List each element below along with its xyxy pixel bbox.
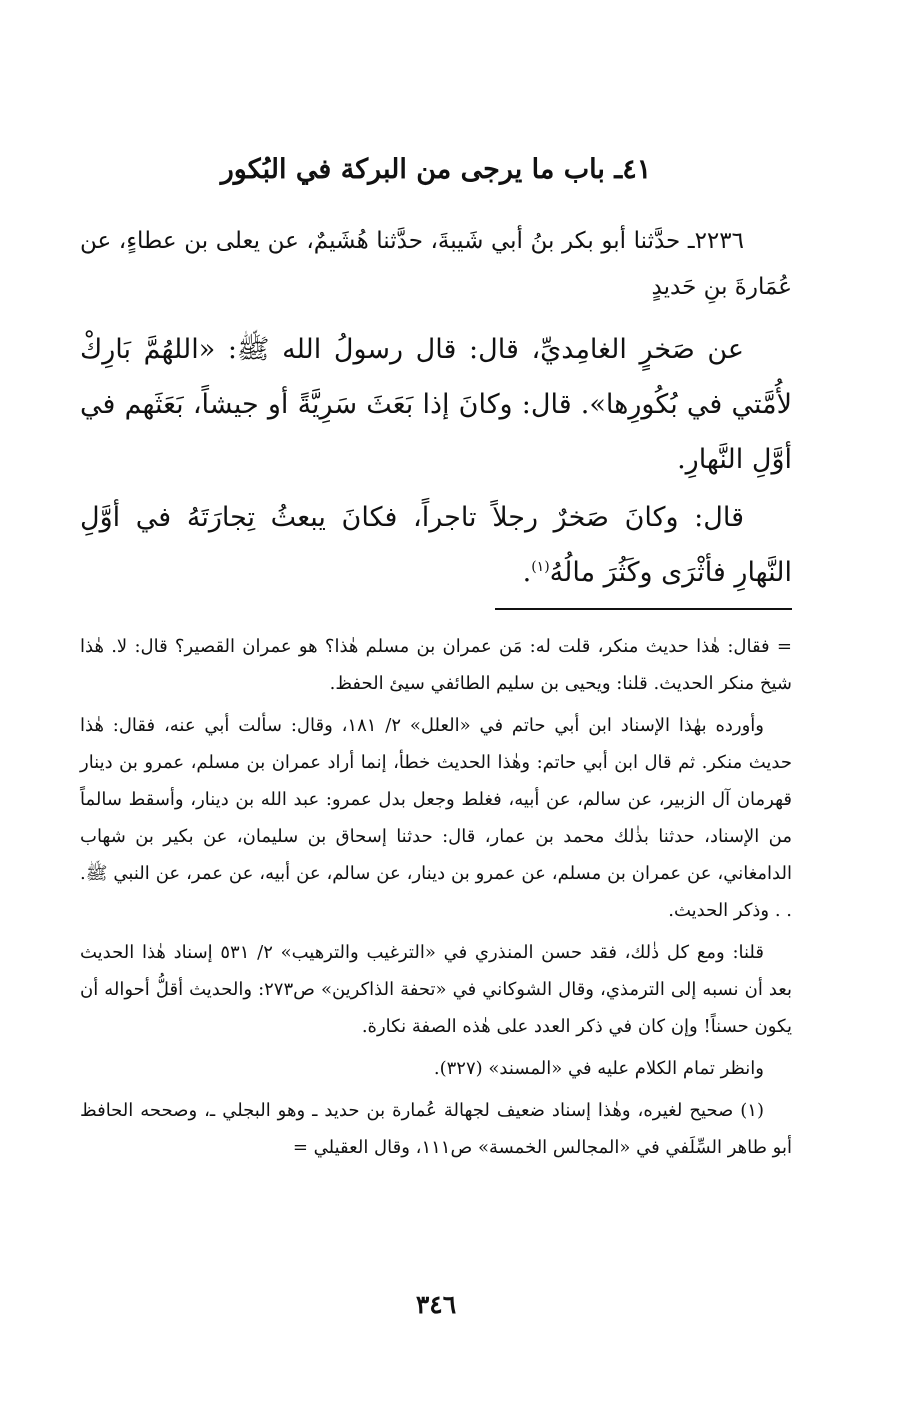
page-number: ٣٤٦: [415, 1290, 457, 1319]
footnote-1: (١) صحيح لغيره، وهٰذا إسناد ضعيف لجهالة عُمارة بن حديد ـ وهو البجلي ـ، وصححه الحافظ أبو طاهر السِّلَفي في «المجالس الخمسة» ص١١١، وقال العقيلي =: [80, 1100, 792, 1158]
footnote-continuation: = فقال: هٰذا حديث منكر، قلت له: مَن عمران بن مسلم هٰذا؟ هو عمران القصير؟ قال: لا. هٰذا شيخ منكر الحديث. قلنا: ويحيى بن سليم الطائفي سيئ الحفظ.: [80, 636, 792, 694]
hadith-matn-text: قال: وكانَ صَخرٌ رجلاً تاجراً، فكانَ يبعثُ تِجارَتَهُ في أوَّلِ النَّهارِ فأثْرَى وكَثُرَ مالُهُ: [80, 502, 792, 588]
footnotes: [80, 628, 792, 1171]
hadith-matn: عن صَخرٍ الغامِديِّ، قال: قال رسولُ الله ﷺ: «اللهُمَّ بَارِكْ لأُمَّتي في بُكُورِها». قال: وكانَ إذا بَعَثَ سَرِيَّةً أو جيشاً، بَعَثَهم في أوَّلِ النَّهارِ.: [80, 334, 792, 475]
footnote-separator: [495, 608, 792, 610]
book-page: [80, 0, 792, 1415]
hadith-isnad: ٢٢٣٦ـ حدَّثنا أبو بكر بنُ أبي شَيبةَ، حدَّثنا هُشَيمٌ، عن يعلى بن عطاءٍ، عن عُمَارةَ بنِ حَديدٍ: [80, 228, 792, 300]
footnote-paragraph: وانظر تمام الكلام عليه في «المسند» (٣٢٧).: [433, 1058, 764, 1079]
footnote-paragraph: قلنا: ومع كل ذٰلك، فقد حسن المنذري في «الترغيب والترهيب» ٢/ ٥٣١ إسناد هٰذا الحديث بعد أن نسبه إلى الترمذي، وقال الشوكاني في «تحفة الذاكرين» ص٢٧٣: والحديث أقلُّ أحواله أن يكون حسناً! وإن كان في ذكر العدد على هٰذه الصفة نكارة.: [80, 942, 792, 1037]
footnote-paragraph: وأورده بهٰذا الإسناد ابن أبي حاتم في «العلل» ٢/ ١٨١، وقال: سألت أبي عنه، فقال: هٰذا حديث منكر. ثم قال ابن أبي حاتم: وهٰذا الحديث خطأ، إنما أراد عمران بن مسلم، عمرو بن دينار قهرمان آل الزبير، عن سالم، عن أبيه، فغلط وجعل بدل عمرو: عبد الله بن دينار، وأسقط سالماً من الإسناد، حدثنا بذٰلك محمد بن عمار، قال: حدثنا إسحاق بن سليمان، عن بكير بن شهاب الدامغاني، عن عمران بن مسلم، عن عمرو بن دينار، عن سالم، عن أبيه، عن عمر، عن النبي ﷺ. . . وذكر الحديث.: [80, 715, 792, 921]
hadith-matn-continuation: [80, 490, 792, 600]
footnote-reference-mark[interactable]: (١): [531, 559, 550, 575]
chapter-title: ٤١ـ باب ما يرجى من البركة في البُكور: [220, 154, 652, 185]
hadith-matn-end: .: [522, 557, 532, 588]
